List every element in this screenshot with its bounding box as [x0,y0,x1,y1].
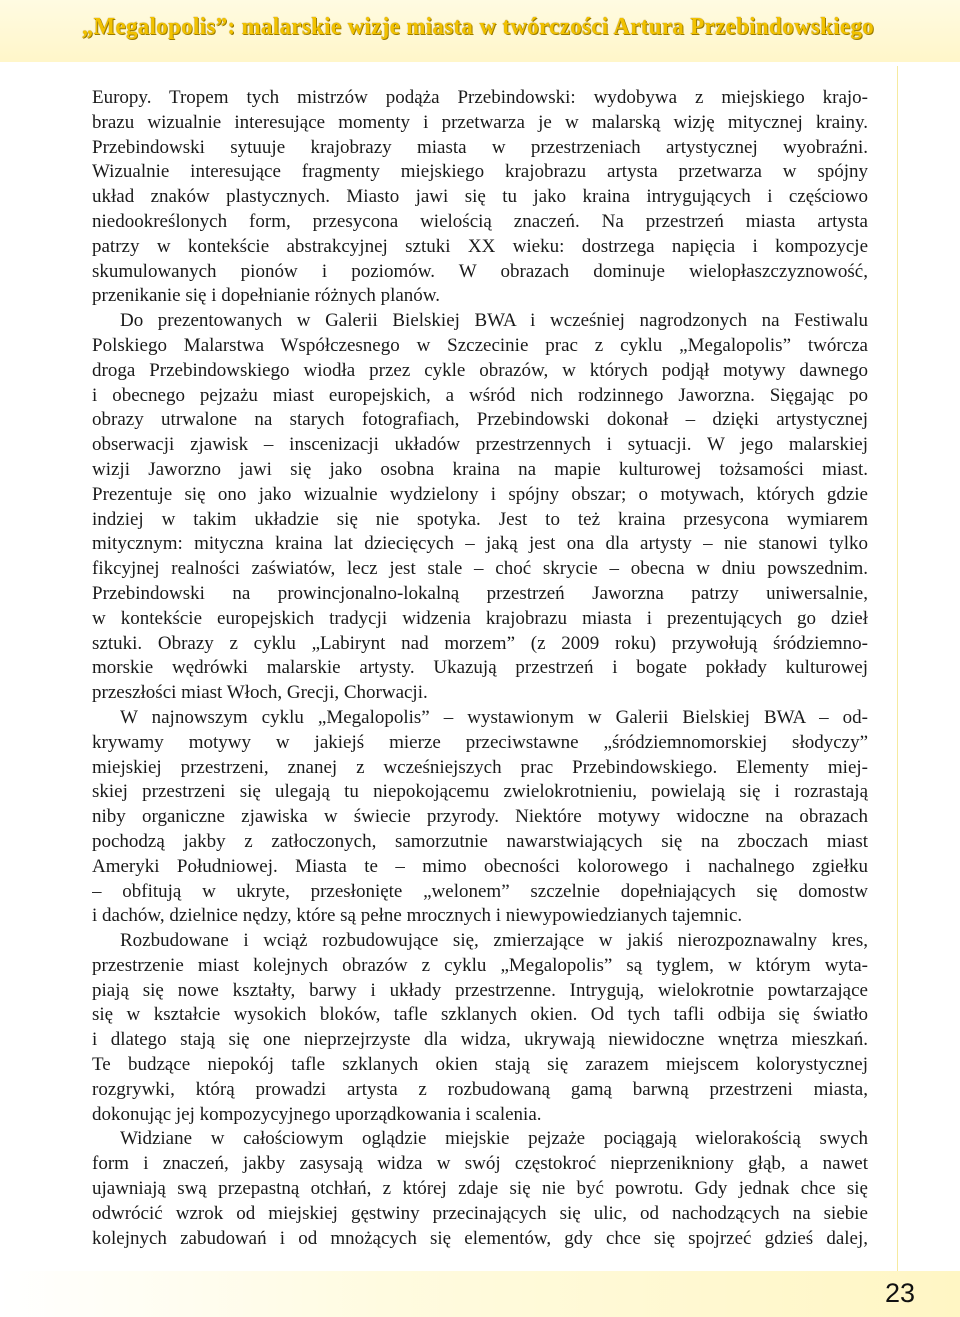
text-line: fikcyjnej realności zaświatów, lecz jest stale – choć skrycie – obecna w dniu powszednim. [92,558,868,580]
text-line: odwrócić wzrok od miejskiej gęstwiny przecinających się ulic, od nachodzących na siebie [92,1202,868,1224]
text-line: skumulowanych pionów i poziomów. W obrazach dominuje wielopłaszczyznowość, [92,260,868,282]
text-line: – obfitują w ukryte, przesłonięte „welonem” szczelnie dopełniających się domostw [92,880,868,902]
text-line: krywamy motywy w jakiejś mierze przeciwstawne „śródziemnomorskiej słodyczy” [92,731,868,753]
text-line: W najnowszym cyklu „Megalopolis” – wystawionym w Galerii Bielskiej BWA – od- [120,706,868,728]
text-line: układ znaków plastycznych. Miasto jawi się tu jako kraina intrygujących i częściowo [92,186,868,208]
text-line: pochodzą jakby z zatłoczonych, samorzutnie nawarstwiających się na zboczach miast [92,830,868,852]
text-line: dokonując jej kompozycyjnego uporządkowania i scalenia. [92,1103,542,1125]
text-line: Wizualnie interesujące fragmenty miejskiego krajobrazu artysta przetwarza w spójny [92,161,868,183]
footer-band [0,1271,960,1317]
text-line: miejskiej przestrzeni, znanej z wcześniejszych prac Przebindowskiego. Elementy miej- [92,756,868,778]
text-line: Widziane w całościowym oglądzie miejskie pejzaże pociągają wielorakością swych [120,1128,868,1150]
page-number: 23 [884,1278,916,1308]
text-line: w kontekście europejskich tradycji widzenia krajobrazu miasta i prezentujących go dzieł [92,607,868,629]
text-line: obrazy utrwalone na starych fotografiach, Przebindowski dokonał – dzięki artystycznej [92,409,868,431]
text-line: obserwacji zjawisk – inscenizacji układów przestrzennych i sytuacji. W jego malarskiej [92,434,868,456]
text-line: patrzy w kontekście abstrakcyjnej sztuki XX wieku: dostrzega napięcia i kompozycje [92,235,868,257]
text-line: skiej przestrzeni się ulegają tu niepokojącemu zwielokrotnieniu, powielają się i rozrastają [92,781,868,803]
text-line: i dachów, dzielnice nędzy, które są pełne mrocznych i niewypowiedzianych tajemnic. [92,905,743,927]
text-line: niby organiczne zjawiska w świecie przyrody. Niektóre motywy widoczne na obrazach [92,806,868,828]
text-line: niedookreślonych form, przesycona wielością znaczeń. Na przestrzeń miasta artysta [92,210,868,232]
text-line: przenikanie się i dopełnianie różnych planów. [92,285,441,307]
text-line: Ameryki Południowej. Miasta te – mimo obecności kolorowego i nachalnego zgiełku [92,855,868,877]
text-line: Rozbudowane i wciąż rozbudowujące się, zmierzające w jakiś nierozpoznawalny kres, [120,930,868,952]
running-header-title: „Megalopolis”: malarskie wizje miasta w twórczości Artura Przebindowskiego [81,14,875,40]
text-line: Do prezentowanych w Galerii Bielskiej BWA i wcześniej nagrodzonych na Festiwalu [120,310,868,332]
text-line: Przebindowski sytuuje krajobrazy miasta w przestrzeniach artystycznej wyobraźni. [92,136,868,158]
article-body [92,86,868,1251]
text-line: Polskiego Malarstwa Współczesnego w Szczecinie prac z cyklu „Megalopolis” twórcza [92,334,868,356]
text-line: wizji Jaworzno jawi się jako osobna kraina na mapie kulturowej tożsamości miast. [92,458,868,480]
text-line: piają się nowe kształty, barwy i układy przestrzenne. Intrygują, wielokrotnie powtarzające [92,979,868,1001]
text-line: przeszłości miast Włoch, Grecji, Chorwacji. [92,682,428,704]
text-line: kolejnych zabudowań i od mnożących się elementów, gdy chce się spojrzeć gdzieś dalej, [92,1227,868,1249]
text-line: Europy. Tropem tych mistrzów podąża Przebindowski: wydobywa z miejskiego krajo- [92,87,868,108]
text-line: form i znaczeń, jakby zasysają widza w swój częstokroć nieprzenikniony głąb, a nawet [92,1153,868,1175]
paragraph [92,309,868,706]
paragraph [92,929,868,1127]
text-line: Te budzące niepokój tafle szklanych okien stają się zarazem miejscem kolorystycznej [92,1054,868,1076]
right-margin-rule [897,66,898,1271]
text-line: i dlatego stają się one nieprzejrzyste dla widza, ukrywają niewidoczne wnętrza mieszkań. [92,1029,868,1051]
text-line: ujawniają swą przepastną otchłań, z której zdaje się nie być powrotu. Gdy jednak chce się [92,1178,868,1200]
text-line: i obecnego pejzażu miast europejskich, a wśród nich rodzinnego Jaworzna. Sięgając po [92,384,868,406]
text-line: brazu wizualnie interesujące momenty i przetwarza je w malarską wizję mitycznej krainy. [92,111,868,133]
text-line: mitycznym: mityczna kraina lat dziecięcych – jaką jest ona dla artysty – nie stanowi tylko [92,533,868,555]
paragraph [92,1127,868,1251]
text-line: rozgrywki, którą prowadzi artysta z rozbudowaną gamą barwną przestrzeni miasta, [92,1078,868,1100]
paragraph [92,86,868,309]
text-line: przestrzenie miast kolejnych obrazów z cyklu „Megalopolis” są tyglem, w którym wyta- [92,954,868,976]
text-line: droga Przebindowskiego wiodła przez cykle obrazów, w których podjął motywy dawnego [92,359,868,381]
paragraph [92,706,868,929]
text-line: morskie wędrówki malarskie artysty. Ukazują przestrzeń i bogate pokłady kulturowej [92,657,868,679]
text-line: Prezentuje się ono jako wizualnie wydzielony i spójny obszar; o motywach, których gdzie [92,483,868,505]
text-line: Przebindowski na prowincjonalno-lokalną przestrzeń Jaworzna patrzy uniwersalnie, [92,582,868,604]
text-line: sztuki. Obrazy z cyklu „Labirynt nad morzem” (z 2009 roku) przywołują śródziemno- [92,632,868,654]
text-line: się w kształcie wysokich bloków, tafle szklanych okien. Od tych tafli odbija się światło [92,1004,868,1026]
text-line: indziej w takim układzie się nie spotyka. Jest to też kraina przesycona wymiarem [92,508,868,530]
